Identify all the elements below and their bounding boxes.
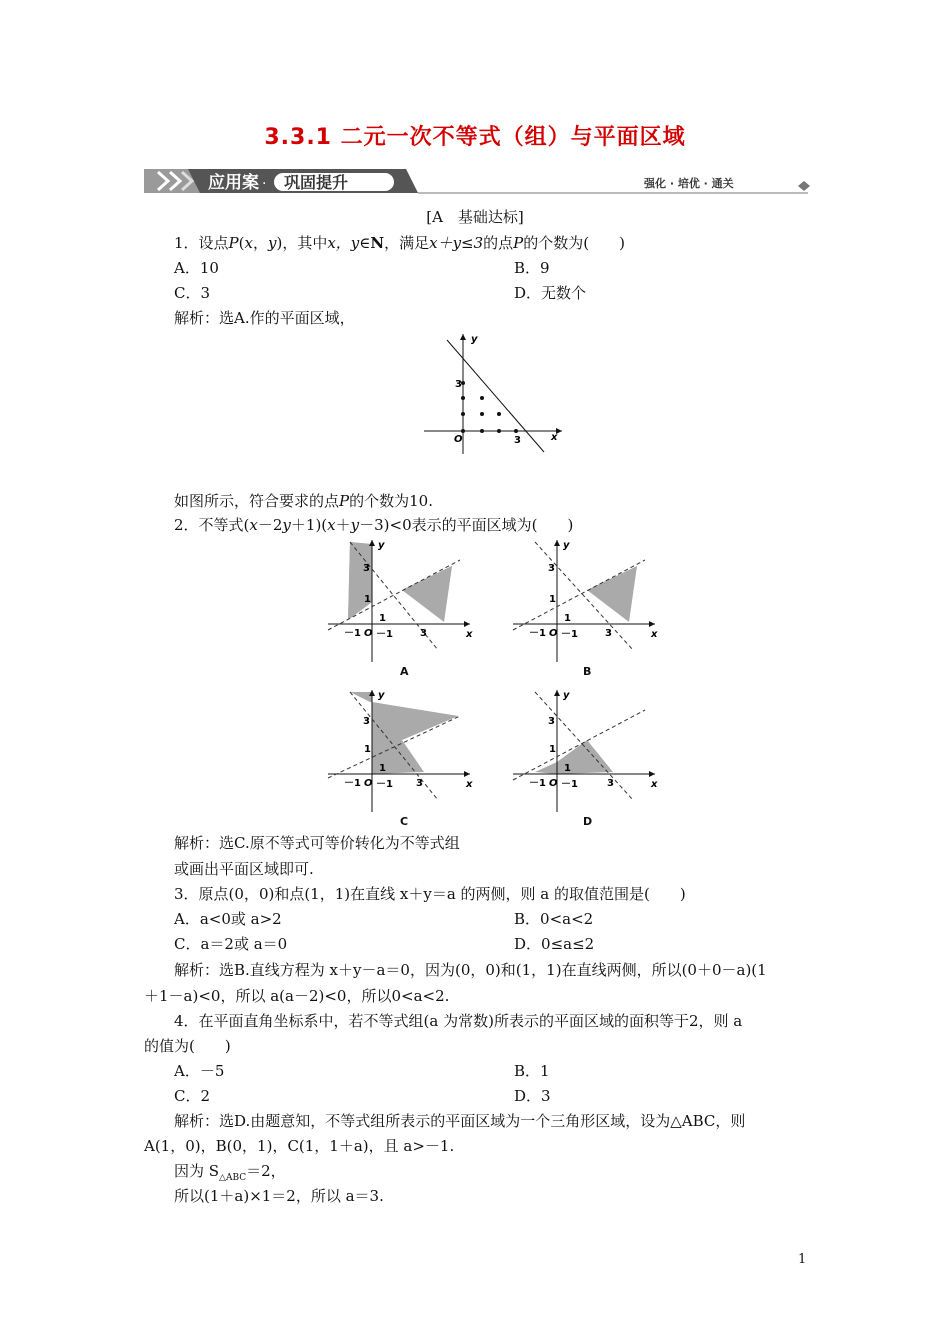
- svg-text:3: 3: [416, 778, 423, 789]
- q4-solution-3: 因为 $S_{\triangle ABC}=2$，: [174, 1162, 286, 1183]
- svg-text:3: 3: [548, 716, 555, 727]
- q3-stem: 3．原点(0，0)和点(1，1)在直线 x＋y＝a 的两侧，则 a 的取值范围是( ): [174, 885, 686, 903]
- q4-option-a: A．－5: [174, 1062, 225, 1080]
- q2-label-b: B: [583, 665, 592, 678]
- svg-text:1: 1: [564, 613, 571, 624]
- q2-solution-1: 解析：选C.原不等式可等价转化为不等式组: [174, 834, 460, 852]
- q4-solution-1: 解析：选D.由题意知，不等式组所表示的平面区域为一个三角形区域，设为△ABC，则: [174, 1112, 746, 1130]
- svg-text:1: 1: [364, 744, 371, 755]
- svg-text:x: x: [466, 629, 473, 640]
- q4-solution-4: 所以(1＋a)×1＝2，所以 a＝3.: [174, 1187, 384, 1205]
- svg-text:3: 3: [455, 379, 462, 390]
- svg-text:－1: －1: [344, 778, 361, 789]
- q2-label-a: A: [400, 665, 409, 678]
- q2-graph-c: [320, 688, 480, 816]
- section-label: [A 基础达标]: [426, 208, 524, 226]
- svg-text:－1: －1: [529, 628, 546, 639]
- q1-option-c: C．3: [174, 284, 211, 302]
- svg-text:x: x: [651, 779, 658, 790]
- svg-text:－1: －1: [344, 628, 361, 639]
- q2-graph-a: [320, 538, 480, 666]
- svg-text:1: 1: [379, 763, 386, 774]
- svg-text:－1: －1: [376, 779, 393, 790]
- q2-label-c: C: [400, 815, 409, 828]
- q3-solution-1: 解析：选B.直线方程为 x＋y－a＝0，因为(0，0)和(1，1)在直线两侧，所以(0＋0－a)(1: [174, 961, 767, 979]
- banner-left-text: 应用案: [208, 173, 259, 193]
- svg-text:3: 3: [548, 563, 555, 574]
- svg-text:x: x: [651, 629, 658, 640]
- q3-option-c: C．a＝2或 a＝0: [174, 935, 288, 953]
- svg-text:－1: －1: [529, 778, 546, 789]
- svg-text:3: 3: [514, 435, 521, 446]
- q3-option-a: A．a<0或 a>2: [174, 910, 282, 928]
- svg-text:3: 3: [363, 563, 370, 574]
- q3-option-d: D．0≤a≤2: [514, 935, 595, 953]
- q1-conclusion: 如图所示，符合要求的点P的个数为10.: [174, 492, 433, 510]
- svg-text:O: O: [454, 434, 463, 445]
- section-banner: [144, 167, 816, 195]
- q3-solution-2: ＋1－a)<0，所以 a(a－2)<0，所以0<a<2.: [144, 987, 450, 1005]
- q4-stem-1: 4．在平面直角坐标系中，若不等式组(a 为常数)所表示的平面区域的面积等于2，则 a: [174, 1012, 743, 1030]
- svg-text:3: 3: [363, 716, 370, 727]
- q1-option-a: A．10: [174, 259, 219, 277]
- q4-stem-2: 的值为( ): [144, 1037, 231, 1055]
- q2-solution-2: 或画出平面区域即可.: [174, 860, 314, 878]
- q4-option-d: D．3: [514, 1087, 551, 1105]
- svg-text:O: O: [364, 778, 373, 789]
- banner-dot: ·: [262, 176, 267, 192]
- svg-text:3: 3: [420, 628, 427, 639]
- svg-text:1: 1: [549, 594, 556, 605]
- svg-text:O: O: [364, 628, 373, 639]
- svg-text:1: 1: [564, 763, 571, 774]
- q3-option-b: B．0<a<2: [514, 910, 594, 928]
- svg-text:y: y: [563, 540, 570, 551]
- svg-text:y: y: [563, 690, 570, 701]
- q2-stem: 2．不等式(x－2y＋1)(x＋y－3)<0表示的平面区域为( ): [174, 516, 574, 534]
- svg-text:x: x: [466, 779, 473, 790]
- q2-graph-d: [505, 688, 665, 816]
- q1-stem: 1．设点P(x，y)，其中x，y∈N，满足x＋y≤3的点P的个数为( ): [174, 234, 625, 252]
- svg-text:y: y: [378, 540, 385, 551]
- q1-option-d: D．无数个: [514, 284, 587, 302]
- svg-text:y: y: [471, 334, 478, 345]
- svg-text:1: 1: [379, 613, 386, 624]
- q2-label-d: D: [583, 815, 593, 828]
- banner-right-text: 巩固提升: [284, 173, 349, 192]
- q2-graph-b: [505, 538, 665, 666]
- q1-figure: [420, 330, 570, 458]
- q4-option-b: B．1: [514, 1062, 550, 1080]
- svg-text:x: x: [551, 432, 558, 443]
- svg-text:－1: －1: [376, 629, 393, 640]
- q4-option-c: C．2: [174, 1087, 211, 1105]
- svg-text:3: 3: [607, 778, 614, 789]
- svg-text:1: 1: [364, 594, 371, 605]
- page-number: 1: [798, 1252, 807, 1267]
- page-title: 3.3.1 二元一次不等式（组）与平面区域: [264, 125, 686, 150]
- svg-text:－1: －1: [561, 779, 578, 790]
- svg-text:1: 1: [549, 744, 556, 755]
- svg-text:y: y: [378, 690, 385, 701]
- svg-text:－1: －1: [561, 629, 578, 640]
- svg-text:3: 3: [605, 628, 612, 639]
- svg-text:O: O: [549, 628, 558, 639]
- q1-solution: 解析：选A.作的平面区域，: [174, 309, 355, 327]
- q1-option-b: B．9: [514, 259, 550, 277]
- q4-solution-2: A(1，0)，B(0，1)，C(1，1＋a)，且 a>－1.: [144, 1137, 455, 1155]
- banner-tagline: 强化 · 培优 · 通关: [644, 177, 734, 190]
- svg-text:O: O: [549, 778, 558, 789]
